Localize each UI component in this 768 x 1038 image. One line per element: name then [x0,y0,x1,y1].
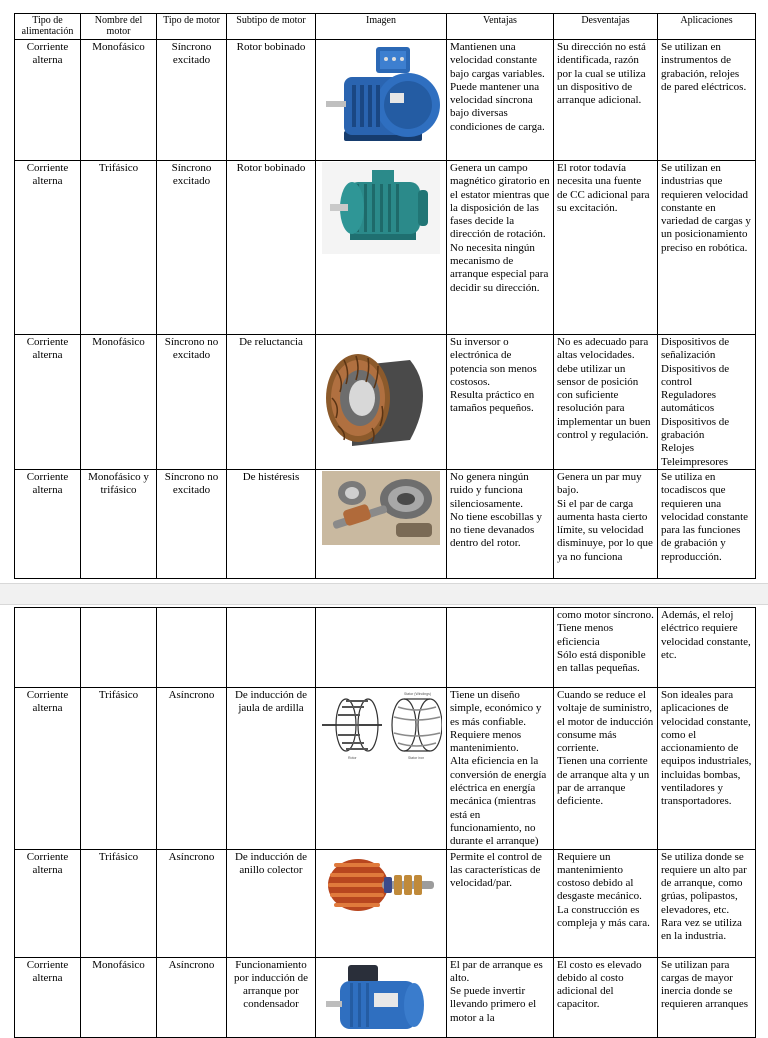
aplicaciones-text: Se utiliza donde se requiere un alto par de arranque, como grúas, polipastos, elevadores, etc. Rara vez se utiliza en la industria. [661,850,747,943]
aplicaciones-cell [658,161,756,335]
blue-generator-image [322,41,440,151]
header-cell: Ventajas [447,14,554,40]
header-cell: Desventajas [554,14,658,40]
desventajas-cell [554,469,658,578]
ventajas-cell [447,469,554,578]
alimentacion-cell: Corriente alterna [15,469,81,578]
header-cell: Imagen [316,14,447,40]
ventajas-text: El par de arranque es alto. Se puede invertir llevando primero el motor a la [450,958,543,1024]
alimentacion-cell: Corriente alterna [15,40,81,161]
subtipo-cell: Rotor bobinado [227,161,316,335]
image-cell [316,161,447,335]
slip-ring-rotor-image [322,851,440,923]
table-row [15,957,756,1037]
tipo-cell: Asíncrono [157,957,227,1037]
desventajas-text: El rotor todavía necesita una fuente de CC adicional para su excitación. [557,162,650,214]
stator-winding-image [322,336,440,450]
ventajas-text: Permite el control de las características de velocidad/par. [450,850,542,890]
aplicaciones-cell [658,849,756,957]
image-cell [316,957,447,1037]
aplicaciones-cell [658,688,756,850]
header-cell: Nombre del motor [81,14,157,40]
image-cell [316,608,447,688]
subtipo-cell [227,608,316,688]
table-row [15,335,756,470]
diagram-label-stator-iron: Stator iron [408,756,425,760]
alimentacion-cell: Corriente alterna [15,849,81,957]
ventajas-text: Tiene un diseño simple, económico y es más confiable. Requiere menos mantenimiento. Alta eficiencia en la conversión de energía eléctrica en energía mecánica (mientras está en funcionamiento, no durante el arranque) [450,689,547,848]
table-row [15,161,756,335]
nombre-cell: Monofásico y trifásico [81,469,157,578]
diagram-label-rotor: Rotor [348,756,357,760]
tipo-cell: Asíncrono [157,849,227,957]
ventajas-text: Mantienen una velocidad constante bajo cargas variables. Puede mantener una velocidad síncrona bajo diversas condiciones de carga. [450,41,545,133]
table-row [15,469,756,578]
tipo-cell: Síncrono excitado [157,161,227,335]
aplicaciones-text: Dispositivos de señalización Dispositivos de control Reguladores automáticos Dispositivos de grabación Relojes Teleimpresores [661,336,730,468]
alimentacion-cell: Corriente alterna [15,335,81,470]
aplicaciones-text: Se utilizan en instrumentos de grabación, relojes de pared eléctricos. [661,41,747,93]
ventajas-cell [447,957,554,1037]
aplicaciones-cell [658,335,756,470]
table-row [15,688,756,850]
tipo-cell: Síncrono no excitado [157,335,227,470]
desventajas-cell [554,688,658,850]
squirrel-cage-diagram-image [320,689,442,763]
ventajas-cell [447,688,554,850]
ventajas-cell [447,40,554,161]
nombre-cell: Monofásico [81,335,157,470]
desventajas-text: No es adecuado para altas velocidades. debe utilizar un sensor de posición con suficiente resolución para implementar un buen control y regulación. [557,336,651,442]
nombre-cell: Trifásico [81,849,157,957]
motor-table-page-1 [14,13,756,579]
header-cell: Tipo de alimentación [15,14,81,40]
disassembled-motor-image [322,471,440,545]
aplicaciones-cell [658,957,756,1037]
ventajas-cell [447,335,554,470]
ventajas-text: Su inversor o electrónica de potencia son menos costosos. Resulta práctico en tamaños pequeños. [450,336,537,415]
tipo-cell: Asíncrono [157,688,227,850]
table-row [15,40,756,161]
aplicaciones-cell [658,40,756,161]
aplicaciones-text: Además, el reloj eléctrico requiere velocidad constante, etc. [661,609,751,661]
tipo-cell [157,608,227,688]
aplicaciones-cell [658,608,756,688]
tipo-cell: Síncrono excitado [157,40,227,161]
nombre-cell: Monofásico [81,957,157,1037]
motor-table-page-2 [14,607,756,1038]
desventajas-cell [554,849,658,957]
aplicaciones-cell [658,469,756,578]
diagram-label-stator: Stator (Windings) [404,692,432,696]
nombre-cell: Trifásico [81,161,157,335]
alimentacion-cell [15,608,81,688]
desventajas-cell [554,335,658,470]
teal-motor-image [322,162,440,254]
subtipo-cell: Rotor bobinado [227,40,316,161]
alimentacion-cell: Corriente alterna [15,161,81,335]
desventajas-text: Cuando se reduce el voltaje de suministro, el motor de inducción consume más corriente. Tienen una corriente de arranque alta y un par de arranque deficiente. [557,689,654,808]
header-row [15,14,756,40]
ventajas-cell [447,608,554,688]
nombre-cell [81,608,157,688]
header-cell: Subtipo de motor [227,14,316,40]
image-cell [316,688,447,850]
subtipo-cell: Funcionamiento por inducción de arranque por condensador [227,957,316,1037]
desventajas-cell [554,161,658,335]
ventajas-text: No genera ningún ruido y funciona silenciosamente. No tiene escobillas y no tiene devanados dentro del rotor. [450,470,542,550]
header-cell: Aplicaciones [658,14,756,40]
desventajas-text: Requiere un mantenimiento costoso debido al desgaste mecánico. La construcción es compleja y más cara. [557,850,650,930]
aplicaciones-text: Son ideales para aplicaciones de velocidad constante, como el accionamiento de equipos industriales, incluidas bombas, ventiladores y transportadores. [661,689,752,808]
ventajas-text: Genera un campo magnético giratorio en el estator mientras que la disposición de las fases decide la dirección de rotación. No necesita ningún mecanismo de arranque especial para decidir su dirección. [450,162,550,294]
subtipo-cell: De histéresis [227,469,316,578]
alimentacion-cell: Corriente alterna [15,688,81,850]
alimentacion-cell: Corriente alterna [15,957,81,1037]
ventajas-cell [447,849,554,957]
subtipo-cell: De inducción de anillo colector [227,849,316,957]
aplicaciones-text: Se utiliza en tocadiscos que requieren una velocidad constante para las funciones de grabación y reproducción. [661,470,749,563]
desventajas-text: como motor síncrono. Tiene menos eficiencia Sólo está disponible en tallas pequeñas. [557,609,654,675]
table-row [15,849,756,957]
ventajas-cell [447,161,554,335]
nombre-cell: Trifásico [81,688,157,850]
desventajas-cell [554,608,658,688]
image-cell [316,469,447,578]
header-cell: Tipo de motor [157,14,227,40]
aplicaciones-text: Se utilizan en industrias que requieren velocidad constante en variedad de cargas y un posicionamiento preciso en robótica. [661,162,751,254]
page-break [0,583,768,605]
desventajas-text: Genera un par muy bajo. Si el par de carga aumenta hasta cierto límite, su velocidad disminuye, por lo que ya no funciona [557,470,653,563]
desventajas-text: El costo es elevado debido al costo adicional del capacitor. [557,958,642,1011]
nombre-cell: Monofásico [81,40,157,161]
image-cell [316,40,447,161]
table-row [15,608,756,688]
desventajas-cell [554,40,658,161]
subtipo-cell: De reluctancia [227,335,316,470]
blue-capacitor-motor-image [322,963,440,1029]
desventajas-text: Su dirección no está identificada, razón por la cual se utiliza un dispositivo de arranque adicional. [557,41,646,107]
image-cell [316,849,447,957]
subtipo-cell: De inducción de jaula de ardilla [227,688,316,850]
aplicaciones-text: Se utilizan para cargas de mayor inercia donde se requieren arranques [661,958,749,1011]
image-cell [316,335,447,470]
tipo-cell: Síncrono no excitado [157,469,227,578]
desventajas-cell [554,957,658,1037]
